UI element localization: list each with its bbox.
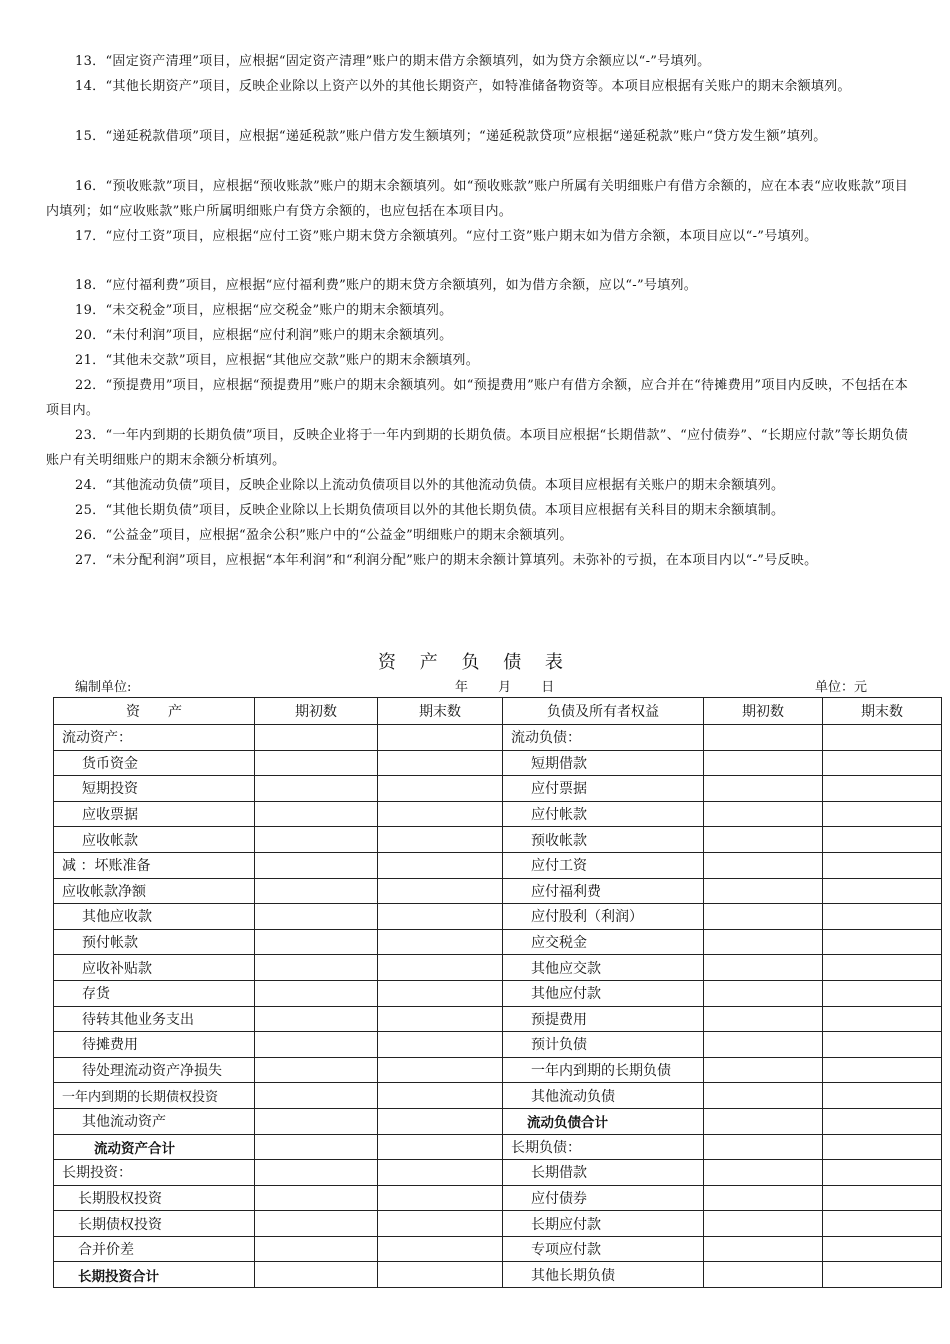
- asset-closing-cell[interactable]: [378, 904, 503, 930]
- liability-closing-cell[interactable]: [823, 1211, 942, 1237]
- balance-sheet-table: [53, 697, 942, 1288]
- liability-item-label: 预计负债: [503, 1032, 704, 1058]
- asset-closing-cell[interactable]: [378, 980, 503, 1006]
- table-row: [54, 1057, 942, 1083]
- liability-item-label: 流动负债：: [503, 725, 704, 751]
- asset-item-label: 应收票据: [54, 801, 255, 827]
- liability-closing-cell[interactable]: [823, 929, 942, 955]
- paragraph-15: 15．“递延税款借项”项目，应根据“递延税款”账户借方发生额填列；“递延税款贷项”应根据“递延税款”账户“贷方发生额”填列。: [75, 129, 827, 144]
- liability-closing-cell[interactable]: [823, 878, 942, 904]
- asset-closing-cell[interactable]: [378, 1211, 503, 1237]
- paragraph-24: 24．“其他流动负债”项目，反映企业除以上流动负债项目以外的其他流动负债。本项目应根据有关账户的期末余额填列。: [75, 478, 785, 493]
- liability-item-label: 长期借款: [503, 1160, 704, 1186]
- liability-closing-cell[interactable]: [823, 980, 942, 1006]
- asset-opening-cell[interactable]: [255, 1057, 378, 1083]
- header-opening: 期初数: [255, 698, 378, 725]
- header-closing: 期末数: [823, 698, 942, 725]
- paragraph-17: 17．“应付工资”项目，应根据“应付工资”账户期末贷方余额填列。“应付工资”账户期末如为借方余额，本项目应以“-”号填列。: [75, 229, 818, 244]
- paragraph-27: 27．“未分配利润”项目，应根据“本年利润”和“利润分配”账户的期末余额计算填列。未弥补的亏损，在本项目内以“-”号反映。: [75, 553, 818, 568]
- liability-opening-cell[interactable]: [704, 1160, 823, 1186]
- asset-closing-cell[interactable]: [378, 827, 503, 853]
- asset-item-label: 长期债权投资: [54, 1211, 255, 1237]
- table-body: [54, 725, 942, 1288]
- asset-opening-cell[interactable]: [255, 725, 378, 751]
- table-row: [54, 1262, 942, 1288]
- liability-item-label: 应付福利费: [503, 878, 704, 904]
- asset-opening-cell[interactable]: [255, 955, 378, 981]
- asset-item-label: 短期投资: [54, 776, 255, 802]
- liability-item-label: 应交税金: [503, 929, 704, 955]
- liability-opening-cell[interactable]: [704, 1236, 823, 1262]
- liability-item-label: 应付票据: [503, 776, 704, 802]
- asset-opening-cell[interactable]: [255, 801, 378, 827]
- asset-opening-cell[interactable]: [255, 904, 378, 930]
- liability-item-label: 其他流动负债: [503, 1083, 704, 1109]
- asset-item-label: 其他应收款: [54, 904, 255, 930]
- table-row: [54, 980, 942, 1006]
- asset-closing-cell[interactable]: [378, 1083, 503, 1109]
- asset-closing-cell[interactable]: [378, 878, 503, 904]
- liability-closing-cell[interactable]: [823, 955, 942, 981]
- header-opening: 期初数: [704, 698, 823, 725]
- asset-item-label: 待处理流动资产净损失: [54, 1057, 255, 1083]
- liability-closing-cell[interactable]: [823, 1236, 942, 1262]
- asset-closing-cell[interactable]: [378, 1032, 503, 1058]
- liability-closing-cell[interactable]: [823, 1262, 942, 1288]
- liability-item-label: 长期负债：: [503, 1134, 704, 1160]
- paragraph-25: 25．“其他长期负债”项目，反映企业除以上长期负债项目以外的其他长期负债。本项目应根据有关科目的期末余额填制。: [75, 503, 785, 518]
- asset-opening-cell[interactable]: [255, 1262, 378, 1288]
- liability-opening-cell[interactable]: [704, 980, 823, 1006]
- table-row: [54, 904, 942, 930]
- liability-item-label: 预提费用: [503, 1006, 704, 1032]
- liability-opening-cell[interactable]: [704, 929, 823, 955]
- header-closing: 期末数: [378, 698, 503, 725]
- currency-unit-label: 单位：元: [815, 680, 868, 695]
- liability-opening-cell[interactable]: [704, 852, 823, 878]
- liability-closing-cell[interactable]: [823, 1134, 942, 1160]
- asset-item-label: 合并价差: [54, 1236, 255, 1262]
- paragraph-20: 20．“未付利润”项目，应根据“应付利润”账户的期末余额填列。: [75, 328, 453, 343]
- paragraph-23: 23．“一年内到期的长期负债”项目，反映企业将于一年内到期的长期负债。本项目应根据“长期借款”、“应付债券”、“长期应付款”等长期负债账户有关明细账户的期末余额分析填列。: [46, 428, 908, 468]
- asset-closing-cell[interactable]: [378, 750, 503, 776]
- liability-closing-cell[interactable]: [823, 1185, 942, 1211]
- asset-item-label: 减 ：坏账准备: [54, 852, 255, 878]
- paragraph-18: 18．“应付福利费”项目，应根据“应付福利费”账户的期末贷方余额填列，如为借方余额，应以“-”号填列。: [75, 278, 698, 293]
- liability-opening-cell[interactable]: [704, 750, 823, 776]
- asset-opening-cell[interactable]: [255, 1083, 378, 1109]
- liability-item-label: 应付工资: [503, 852, 704, 878]
- asset-item-label: 存货: [54, 980, 255, 1006]
- asset-closing-cell[interactable]: [378, 852, 503, 878]
- asset-item-label: 应收帐款: [54, 827, 255, 853]
- asset-item-label: 货币资金: [54, 750, 255, 776]
- asset-item-label: 其他流动资产: [54, 1108, 255, 1134]
- liability-opening-cell[interactable]: [704, 1185, 823, 1211]
- asset-opening-cell[interactable]: [255, 827, 378, 853]
- liability-item-label: 应付股利（利润）: [503, 904, 704, 930]
- paragraph-19: 19．“未交税金”项目，应根据“应交税金”账户的期末余额填列。: [75, 303, 453, 318]
- asset-closing-cell[interactable]: [378, 1006, 503, 1032]
- liability-opening-cell[interactable]: [704, 827, 823, 853]
- liability-item-label: 一年内到期的长期负债: [503, 1057, 704, 1083]
- paragraph-14: 14．“其他长期资产”项目，反映企业除以上资产以外的其他长期资产，如特准储备物资等。本项目应根据有关账户的期末余额填列。: [75, 79, 851, 94]
- asset-item-label: 预付帐款: [54, 929, 255, 955]
- asset-closing-cell[interactable]: [378, 929, 503, 955]
- liability-item-label: 其他应交款: [503, 955, 704, 981]
- table-row: [54, 1134, 942, 1160]
- liability-opening-cell[interactable]: [704, 1057, 823, 1083]
- liability-closing-cell[interactable]: [823, 801, 942, 827]
- liability-closing-cell[interactable]: [823, 852, 942, 878]
- asset-item-label: 待摊费用: [54, 1032, 255, 1058]
- liability-closing-cell[interactable]: [823, 1083, 942, 1109]
- liability-closing-cell[interactable]: [823, 1006, 942, 1032]
- liability-item-label: 其他长期负债: [503, 1262, 704, 1288]
- liability-item-label: 其他应付款: [503, 980, 704, 1006]
- liability-opening-cell[interactable]: [704, 776, 823, 802]
- header-liabilities-equity: 负债及所有者权益: [503, 698, 704, 725]
- asset-opening-cell[interactable]: [255, 878, 378, 904]
- asset-opening-cell[interactable]: [255, 776, 378, 802]
- asset-item-label: 应收补贴款: [54, 955, 255, 981]
- liability-closing-cell[interactable]: [823, 1160, 942, 1186]
- asset-opening-cell[interactable]: [255, 1236, 378, 1262]
- header-assets: 资 产: [54, 698, 255, 725]
- liability-opening-cell[interactable]: [704, 878, 823, 904]
- asset-opening-cell[interactable]: [255, 980, 378, 1006]
- table-row: [54, 1108, 942, 1134]
- table-row: [54, 827, 942, 853]
- asset-item-label: 待转其他业务支出: [54, 1006, 255, 1032]
- asset-opening-cell[interactable]: [255, 852, 378, 878]
- liability-opening-cell[interactable]: [704, 1262, 823, 1288]
- liability-item-label: 短期借款: [503, 750, 704, 776]
- liability-opening-cell[interactable]: [704, 1083, 823, 1109]
- table-header-row: [54, 698, 942, 725]
- table-row: [54, 1160, 942, 1186]
- table-row: [54, 776, 942, 802]
- asset-closing-cell[interactable]: [378, 725, 503, 751]
- preparer-label: 编制单位:: [75, 680, 132, 695]
- table-row: [54, 1236, 942, 1262]
- liability-closing-cell[interactable]: [823, 904, 942, 930]
- asset-opening-cell[interactable]: [255, 1160, 378, 1186]
- liability-closing-cell[interactable]: [823, 750, 942, 776]
- liability-closing-cell[interactable]: [823, 725, 942, 751]
- liability-opening-cell[interactable]: [704, 725, 823, 751]
- asset-item-label: 一年内到期的长期债权投资: [54, 1083, 255, 1109]
- asset-closing-cell[interactable]: [378, 955, 503, 981]
- asset-closing-cell[interactable]: [378, 1262, 503, 1288]
- asset-closing-cell[interactable]: [378, 776, 503, 802]
- liability-item-label: 应付债券: [503, 1185, 704, 1211]
- asset-closing-cell[interactable]: [378, 1236, 503, 1262]
- asset-item-label: 应收帐款净额: [54, 878, 255, 904]
- asset-closing-cell[interactable]: [378, 1160, 503, 1186]
- liability-opening-cell[interactable]: [704, 1006, 823, 1032]
- table-row: [54, 801, 942, 827]
- liability-opening-cell[interactable]: [704, 1211, 823, 1237]
- asset-opening-cell[interactable]: [255, 1108, 378, 1134]
- asset-opening-cell[interactable]: [255, 1211, 378, 1237]
- paragraph-22: 22．“预提费用”项目，应根据“预提费用”账户的期末余额填列。如“预提费用”账户有借方余额，应合并在“待摊费用”项目内反映，不包括在本项目内。: [46, 378, 908, 418]
- table-row: [54, 1083, 942, 1109]
- balance-sheet-title: 资 产 负 债 表: [378, 652, 572, 673]
- asset-closing-cell[interactable]: [378, 1057, 503, 1083]
- liability-opening-cell[interactable]: [704, 904, 823, 930]
- asset-opening-cell[interactable]: [255, 1134, 378, 1160]
- table-row: [54, 750, 942, 776]
- asset-opening-cell[interactable]: [255, 1006, 378, 1032]
- asset-item-label: 长期股权投资: [54, 1185, 255, 1211]
- asset-closing-cell[interactable]: [378, 801, 503, 827]
- liability-opening-cell[interactable]: [704, 801, 823, 827]
- asset-opening-cell[interactable]: [255, 1032, 378, 1058]
- asset-opening-cell[interactable]: [255, 1185, 378, 1211]
- liability-closing-cell[interactable]: [823, 1032, 942, 1058]
- liability-closing-cell[interactable]: [823, 1057, 942, 1083]
- table-row: [54, 852, 942, 878]
- liability-opening-cell[interactable]: [704, 1108, 823, 1134]
- table-row: [54, 1185, 942, 1211]
- table-row: [54, 1006, 942, 1032]
- asset-item-label: 长期投资：: [54, 1160, 255, 1186]
- liability-item-label: 流动负债合计: [503, 1108, 704, 1134]
- liability-item-label: 预收帐款: [503, 827, 704, 853]
- table-row: [54, 725, 942, 751]
- asset-closing-cell[interactable]: [378, 1108, 503, 1134]
- paragraph-16: 16．“预收账款”项目，应根据“预收账款”账户的期末余额填列。如“预收账款”账户所属有关明细账户有借方余额的，应在本表“应收账款”项目内填列；如“应收账款”账户所属明细账户有贷方余额的，也应包括在本项目内。: [46, 179, 908, 219]
- paragraph-21: 21．“其他未交款”项目，应根据“其他应交款”账户的期末余额填列。: [75, 353, 480, 368]
- asset-closing-cell[interactable]: [378, 1185, 503, 1211]
- date-label: 年 月 日: [455, 680, 555, 695]
- liability-opening-cell[interactable]: [704, 1134, 823, 1160]
- liability-opening-cell[interactable]: [704, 1032, 823, 1058]
- liability-item-label: 专项应付款: [503, 1236, 704, 1262]
- liability-opening-cell[interactable]: [704, 955, 823, 981]
- asset-item-label: 流动资产：: [54, 725, 255, 751]
- asset-item-label: 流动资产合计: [54, 1134, 255, 1160]
- liability-item-label: 长期应付款: [503, 1211, 704, 1237]
- liability-item-label: 应付帐款: [503, 801, 704, 827]
- table-row: [54, 878, 942, 904]
- asset-item-label: 长期投资合计: [54, 1262, 255, 1288]
- asset-opening-cell[interactable]: [255, 929, 378, 955]
- table-row: [54, 929, 942, 955]
- liability-closing-cell[interactable]: [823, 1108, 942, 1134]
- asset-opening-cell[interactable]: [255, 750, 378, 776]
- paragraph-26: 26．“公益金”项目，应根据“盈余公积”账户中的“公益金”明细账户的期末余额填列。: [75, 528, 573, 543]
- table-row: [54, 955, 942, 981]
- liability-closing-cell[interactable]: [823, 827, 942, 853]
- liability-closing-cell[interactable]: [823, 776, 942, 802]
- paragraph-13: 13．“固定资产清理”项目，应根据“固定资产清理”账户的期末借方余额填列，如为贷方余额应以“-”号填列。: [75, 54, 711, 69]
- table-row: [54, 1032, 942, 1058]
- table-row: [54, 1211, 942, 1237]
- asset-closing-cell[interactable]: [378, 1134, 503, 1160]
